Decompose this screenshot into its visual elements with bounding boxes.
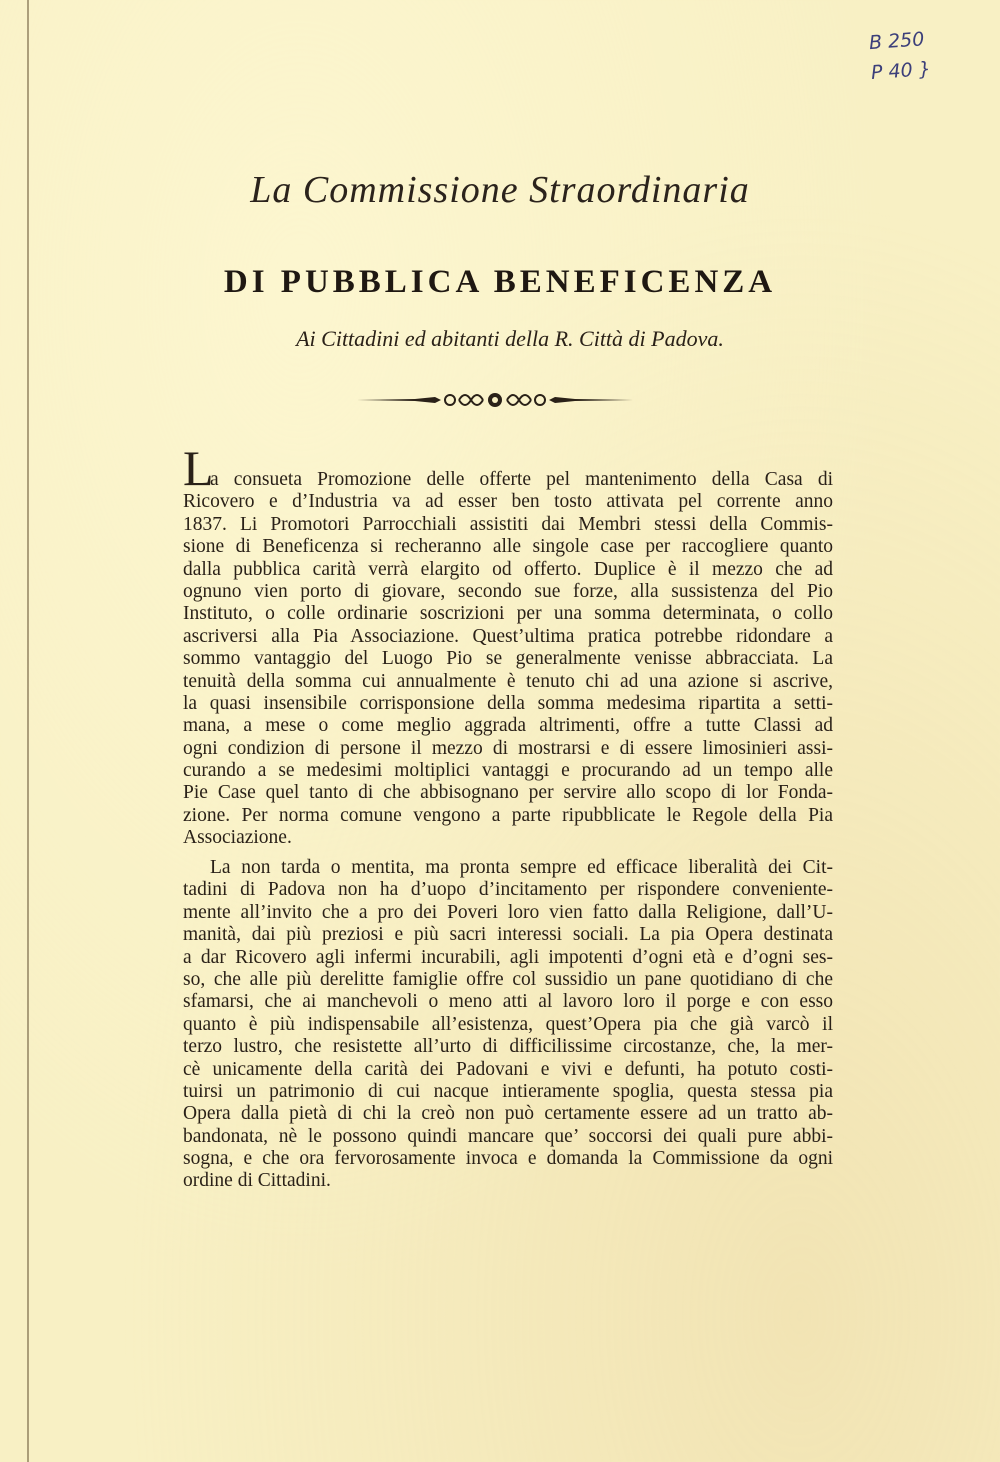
main-title: DI PUBBLICA BENEFICENZA	[223, 264, 777, 300]
ornament-divider	[355, 389, 635, 411]
text-line: quanto è più indispensabile all’esistenza, quest’Opera pia che già varcò il	[183, 1013, 833, 1035]
text-line: sogna, e che ora fervorosamente invoca e domanda la Commissione da ogni	[183, 1148, 833, 1170]
annotation-line: P 40 }	[870, 57, 932, 85]
text-line: curando a se medesimi moltiplici vantaggi e procurando ad un tempo alle	[183, 760, 833, 782]
text-line: ognuno vien porto di giovare, secondo sue forze, alla sussistenza del Pio	[183, 580, 833, 602]
script-title: La Commissione Straordinaria	[250, 169, 750, 211]
drop-cap: L	[183, 440, 214, 496]
text-line: sione di Beneficenza si recheranno alle singole case per raccogliere quanto	[183, 536, 833, 558]
text-line: so, che alle più derelitte famiglie offre col sussidio un pane quotidiano di che	[183, 968, 833, 990]
text-line: Ricovero e d’Industria va ad esser ben tosto attivata pel corrente anno	[183, 491, 833, 513]
text-line: tenuità della somma cui annualmente è tenuto chi ad una azione si ascrive,	[183, 670, 833, 692]
text-line: ordine di Cittadini.	[183, 1170, 331, 1192]
text-line: dalla pubblica carità verrà elargito od offerto. Duplice è il mezzo che ad	[183, 558, 833, 580]
text-line: la quasi insensibile corrisponsione della somma medesima ripartita a setti-	[183, 692, 833, 714]
text-line: cè unicamente della carità dei Padovani e vivi e defunti, ha potuto costi-	[183, 1058, 833, 1080]
text-line: bandonata, nè le possono quindi mancare que’ soccorsi dei quali pure abbi-	[183, 1125, 833, 1147]
text-line: 1837. Li Promotori Parrocchiali assistiti dai Membri stessi della Commis-	[183, 513, 833, 535]
paragraph-1	[183, 440, 833, 850]
text-line: Pie Case quel tanto di che abbisognano per servire allo scopo di lor Fonda-	[183, 782, 833, 804]
text-line: ogni condizion di persone il mezzo di mostrarsi e di essere limosinieri assi-	[183, 737, 833, 759]
text-line: a consueta Promozione delle offerte pel mantenimento della Casa di	[210, 469, 833, 490]
paper-edge	[27, 0, 29, 1462]
text-line: sommo vantaggio del Luogo Pio se generalmente venisse abbracciata. La	[183, 648, 833, 670]
text-line: tadini di Padova non ha d’uopo d’incitamento per rispondere conveniente-	[183, 879, 833, 901]
text-line: Opera dalla pietà di chi la creò non può certamente essere ad un tratto ab-	[183, 1103, 833, 1125]
text-line: manità, dai più preziosi e più sacri interessi sociali. La pia Opera destinata	[183, 924, 833, 946]
text-line: zione. Per norma comune vengono a parte ripubblicate le Regole della Pia	[183, 804, 833, 826]
text-line: terzo lustro, che resistette all’urto di difficilissime circostanze, che, la mer-	[183, 1036, 833, 1058]
text-line: Associazione.	[183, 827, 292, 849]
text-line: Instituto, o colle ordinarie soscrizioni per una somma determinata, o collo	[183, 603, 833, 625]
paragraph-2	[183, 857, 833, 1193]
text-line: mente all’invito che a pro dei Poveri loro vien fatto dalla Religione, dall’U-	[183, 901, 833, 923]
text-line: a dar Ricovero agli infermi incurabili, agli impotenti d’ogni età e d’ogni ses-	[183, 946, 833, 968]
subtitle: Ai Cittadini ed abitanti della R. Città di Padova.	[296, 326, 724, 351]
text-line: mana, a mese o come meglio aggrada altrimenti, offre a tutte Classi ad	[183, 715, 833, 737]
text-line: La non tarda o mentita, ma pronta sempre ed efficace liberalità dei Cit-	[210, 857, 833, 878]
text-line: tuirsi un patrimonio di cui nacque intieramente spoglia, questa stessa pia	[183, 1080, 833, 1102]
text-line: ascriversi alla Pia Associazione. Quest’ultima pratica potrebbe ridondare a	[183, 625, 833, 647]
handwritten-annotations	[868, 24, 932, 88]
annotation-line: B 250	[868, 28, 926, 55]
text-line: sfamarsi, che ai manchevoli o meno atti al lavoro loro il porge e con esso	[183, 991, 833, 1013]
